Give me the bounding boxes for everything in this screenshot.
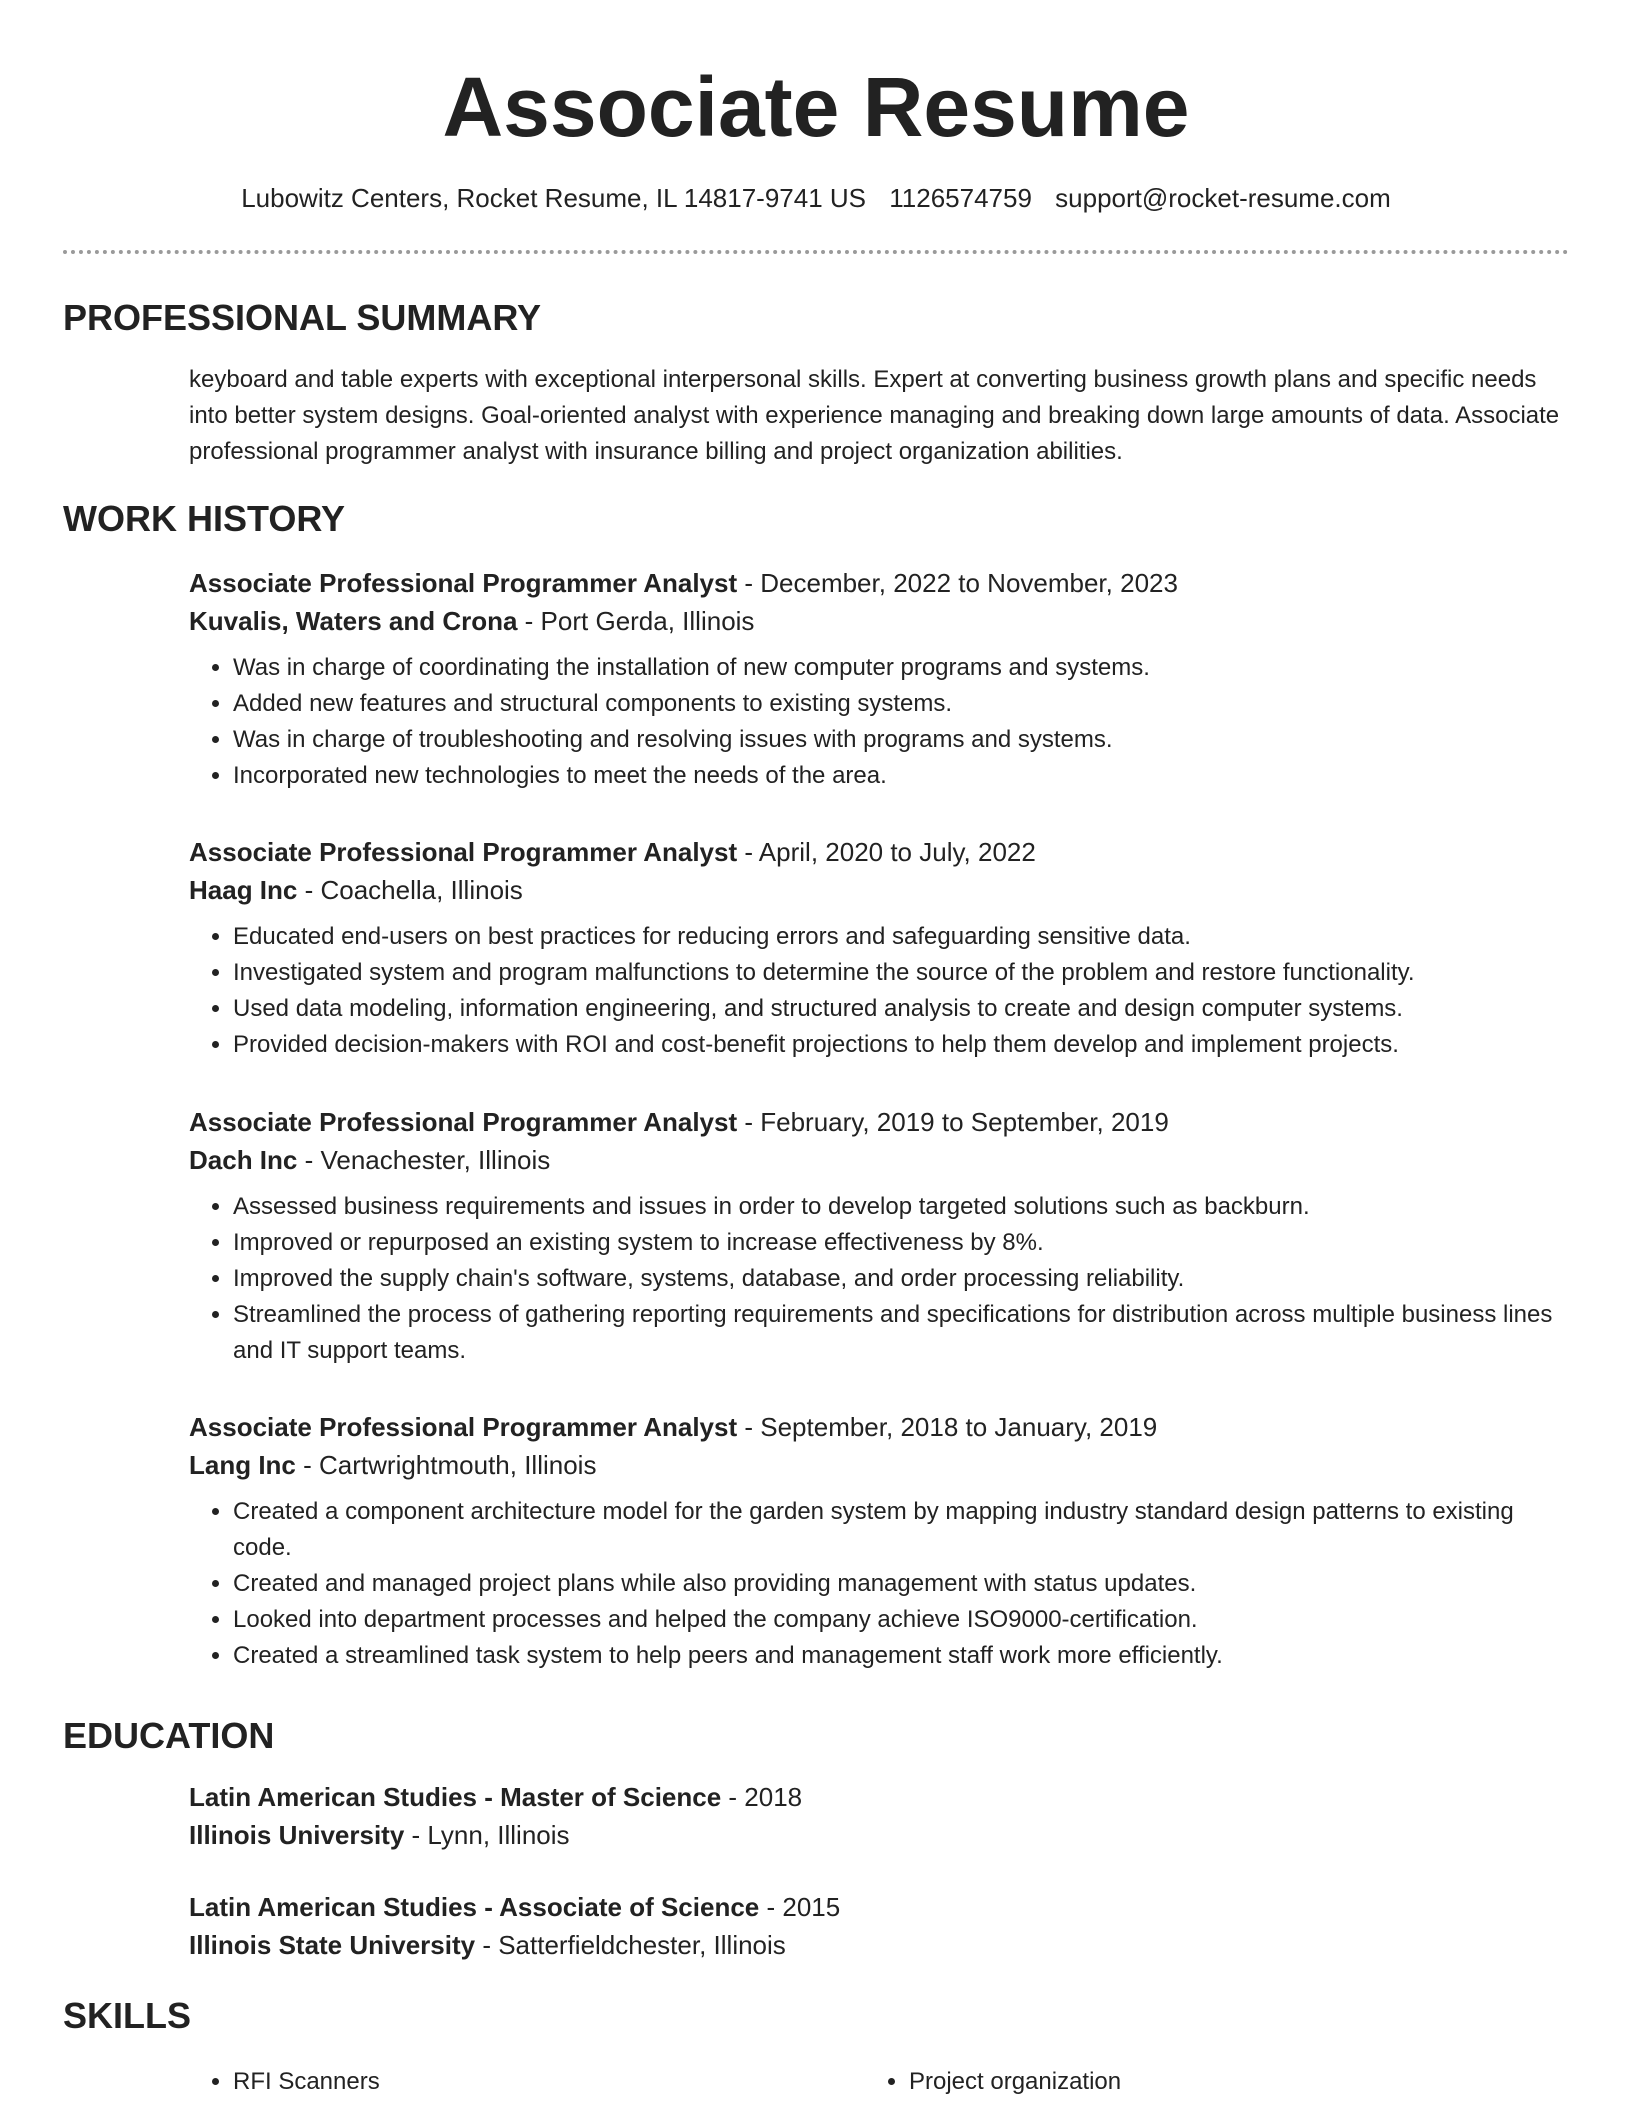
education-entry <box>189 1888 1569 1964</box>
section-title-skills: SKILLS <box>63 1995 192 2036</box>
job-entry <box>189 1103 1569 1369</box>
job-bullets <box>189 919 1569 1063</box>
skill-item: • RFI Scanners <box>233 2064 380 2100</box>
job-location: - Cartwrightmouth, Illinois <box>295 1450 597 1480</box>
job-title-line <box>189 1103 1569 1141</box>
education-year: - 2018 <box>721 1782 803 1812</box>
job-dates: - September, 2018 to January, 2019 <box>737 1412 1158 1442</box>
job-title: Associate Professional Programmer Analyst <box>189 568 738 598</box>
section-title-work: WORK HISTORY <box>63 498 346 539</box>
job-company: Kuvalis, Waters and Crona <box>189 606 518 636</box>
job-company: Lang Inc <box>189 1450 296 1480</box>
job-bullet: • Added new features and structural components to existing systems. <box>233 686 1569 722</box>
job-entry <box>189 564 1569 794</box>
job-title-line <box>189 833 1569 871</box>
job-dates: - April, 2020 to July, 2022 <box>737 837 1036 867</box>
job-company: Dach Inc <box>189 1145 298 1175</box>
summary-text: keyboard and table experts with exceptional interpersonal skills. Expert at converting business growth plans and specific needs into better system designs. Goal-oriented analyst with experience managing and breaking down large amounts of data. Associate professional programmer analyst with insurance billing and project organization abilities. <box>189 366 1560 465</box>
job-title: Associate Professional Programmer Analyst <box>189 1107 738 1137</box>
job-title-line <box>189 564 1569 602</box>
education-entry <box>189 1778 1569 1854</box>
contact-line <box>0 180 1632 216</box>
job-entry <box>189 1408 1569 1674</box>
education-year: - 2015 <box>759 1892 841 1922</box>
job-bullet: • Streamlined the process of gathering reporting requirements and specifications for distribution across multiple business lines and IT support teams. <box>233 1297 1569 1369</box>
job-bullet: • Investigated system and program malfunctions to determine the source of the problem and restore functionality. <box>233 955 1569 991</box>
job-company-line <box>189 871 1569 909</box>
job-bullet: • Incorporated new technologies to meet the needs of the area. <box>233 758 1569 794</box>
job-bullet: • Was in charge of troubleshooting and resolving issues with programs and systems. <box>233 722 1569 758</box>
job-bullet: • Looked into department processes and helped the company achieve ISO9000-certification. <box>233 1602 1569 1638</box>
job-location: - Venachester, Illinois <box>297 1145 551 1175</box>
job-company-line <box>189 602 1569 640</box>
job-bullet: • Created a component architecture model for the garden system by mapping industry standard design patterns to existing code. <box>233 1494 1569 1566</box>
job-dates: - February, 2019 to September, 2019 <box>737 1107 1169 1137</box>
job-title-line <box>189 1408 1569 1446</box>
job-bullet: • Improved or repurposed an existing system to increase effectiveness by 8%. <box>233 1225 1569 1261</box>
contact-phone: 1126574759 <box>889 183 1032 213</box>
education-school: Illinois State University <box>189 1930 476 1960</box>
contact-address: Lubowitz Centers, Rocket Resume, IL 14817-9741 US <box>241 183 867 213</box>
job-dates: - December, 2022 to November, 2023 <box>737 568 1178 598</box>
job-title: Associate Professional Programmer Analyst <box>189 837 738 867</box>
job-bullet: • Assessed business requirements and issues in order to develop targeted solutions such as backburn. <box>233 1189 1569 1225</box>
skill-item: • Project organization <box>909 2064 1121 2100</box>
job-bullets <box>189 650 1569 794</box>
education-degree-line <box>189 1888 1569 1926</box>
job-company-line <box>189 1446 1569 1484</box>
section-title-summary: PROFESSIONAL SUMMARY <box>63 297 542 338</box>
education-degree-line <box>189 1778 1569 1816</box>
job-title: Associate Professional Programmer Analyst <box>189 1412 738 1442</box>
education-location: - Satterfieldchester, Illinois <box>475 1930 786 1960</box>
job-bullet: • Provided decision-makers with ROI and cost-benefit projections to help them develop and implement projects. <box>233 1027 1569 1063</box>
job-entry <box>189 833 1569 1063</box>
skills-column <box>865 2064 1121 2100</box>
section-title-education: EDUCATION <box>63 1715 275 1756</box>
job-company: Haag Inc <box>189 875 298 905</box>
job-bullet: • Improved the supply chain's software, systems, database, and order processing reliability. <box>233 1261 1569 1297</box>
resume-name: Associate Resume <box>442 60 1190 154</box>
job-bullets <box>189 1189 1569 1369</box>
header-divider <box>63 250 1569 254</box>
education-school: Illinois University <box>189 1820 405 1850</box>
education-school-line <box>189 1816 1569 1854</box>
job-bullet: • Was in charge of coordinating the installation of new computer programs and systems. <box>233 650 1569 686</box>
education-degree: Latin American Studies - Associate of Science <box>189 1892 760 1922</box>
job-bullet: • Used data modeling, information engineering, and structured analysis to create and design computer systems. <box>233 991 1569 1027</box>
job-bullet: • Created a streamlined task system to help peers and management staff work more efficiently. <box>233 1638 1569 1674</box>
job-bullet: • Created and managed project plans while also providing management with status updates. <box>233 1566 1569 1602</box>
education-degree: Latin American Studies - Master of Science <box>189 1782 722 1812</box>
education-school-line <box>189 1926 1569 1964</box>
job-company-line <box>189 1141 1569 1179</box>
job-location: - Coachella, Illinois <box>297 875 523 905</box>
job-bullet: • Educated end-users on best practices for reducing errors and safeguarding sensitive data. <box>233 919 1569 955</box>
education-location: - Lynn, Illinois <box>404 1820 570 1850</box>
skills-column <box>189 2064 380 2100</box>
contact-email[interactable]: support@rocket-resume.com <box>1055 183 1391 213</box>
job-location: - Port Gerda, Illinois <box>517 606 755 636</box>
job-bullets <box>189 1494 1569 1674</box>
